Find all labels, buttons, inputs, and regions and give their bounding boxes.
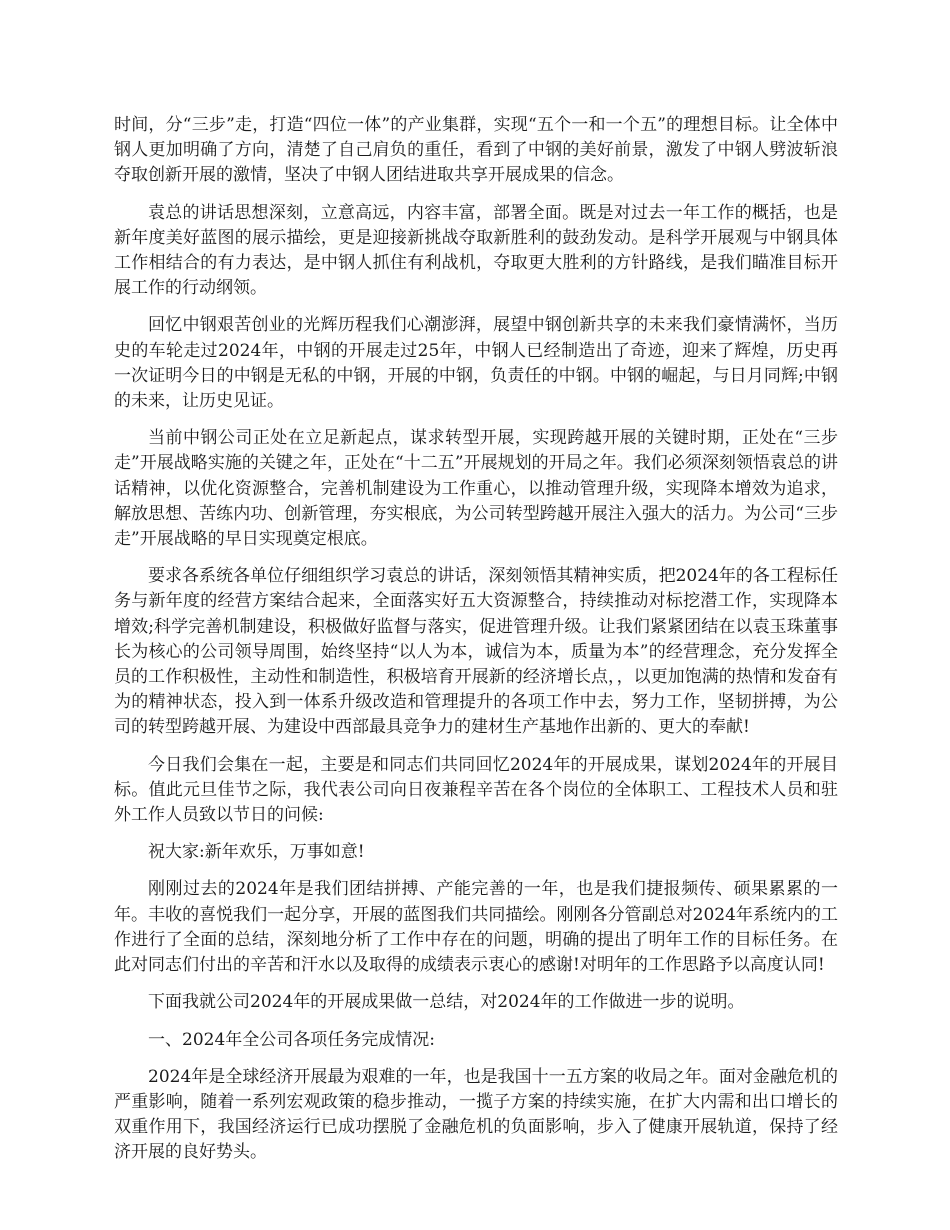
- paragraph: 时间，分“三步”走，打造“四位一体”的产业集群，实现“五个一和一个五”的理想目标。让全体中钢人更加明确了方向，清楚了自己肩负的重任，看到了中钢的美好前景，激发了中钢人劈波斩浪夺取创新开展的激情，坚决了中钢人团结进取共享开展成果的信念。: [114, 115, 838, 186]
- section-heading: 一、2024年全公司各项任务完成情况:: [148, 1029, 435, 1050]
- paragraph: 刚刚过去的2024年是我们团结拼搏、产能完善的一年，也是我们捷报频传、硕果累累的一年。丰收的喜悦我们一起分享，开展的蓝图我们共同描绘。刚刚各分管副总对2024年系统内的工作进行了全面的总结，深刻地分析了工作中存在的问题，明确的提出了明年工作的目标任务。在此对同志们付出的辛苦和汗水以及取得的成绩表示衷心的感谢!对明年的工作思路予以高度认同!: [114, 879, 838, 976]
- paragraph: 今日我们会集在一起，主要是和同志们共同回忆2024年的开展成果，谋划2024年的开展目标。值此元旦佳节之际，我代表公司向日夜兼程辛苦在各个岗位的全体职工、工程技术人员和驻外工作人员致以节日的问候:: [114, 754, 838, 826]
- paragraph: 2024年是全球经济开展最为艰难的一年，也是我国十一五方案的收局之年。面对金融危机的严重影响，随着一系列宏观政策的稳步推动，一揽子方案的持续实施，在扩大内需和出口增长的双重作用下，我国经济运行已成功摆脱了金融危机的负面影响，步入了健康开展轨道，保持了经济开展的良好势头。: [114, 1066, 838, 1163]
- paragraph: 回忆中钢艰苦创业的光辉历程我们心潮澎湃，展望中钢创新共享的未来我们豪情满怀，当历史的车轮走过2024年，中钢的开展走过25年，中钢人已经制造出了奇迹，迎来了辉煌，历史再一次证明今日的中钢是无私的中钢，开展的中钢，负责任的中钢。中钢的崛起，与日月同辉;中钢的未来，让历史见证。: [114, 315, 838, 412]
- paragraph: 要求各系统各单位仔细组织学习袁总的讲话，深刻领悟其精神实质，把2024年的各工程标任务与新年度的经营方案结合起来，全面落实好五大资源整合，持续推动对标挖潜工作，实现降本增效;科学完善机制建设，积极做好监督与落实，促进管理升级。让我们紧紧团结在以袁玉珠董事长为核心的公司领导周围，始终坚持“以人为本，诚信为本，质量为本”的经营理念，充分发挥全员的工作积极性，主动性和制造性，积极培育开展新的经济增长点，，以更加饱满的热情和发奋有为的精神状态，投入到一体系升级改造和管理提升的各项工作中去，努力工作，坚韧拼搏，为公司的转型跨越开展、为建设中西部最具竞争力的建材生产基地作出新的、更大的奉献!: [114, 566, 838, 738]
- document-body: [114, 113, 838, 1178]
- greeting-line: 祝大家:新年欢乐，万事如意!: [148, 842, 365, 863]
- paragraph: 下面我就公司2024年的开展成果做一总结，对2024年的工作做进一步的说明。: [148, 992, 745, 1013]
- paragraph: 袁总的讲话思想深刻，立意高远，内容丰富，部署全面。既是对过去一年工作的概括，也是新年度美好蓝图的展示描绘，更是迎接新挑战夺取新胜利的鼓劲发动。是科学开展观与中钢具体工作相结合的有力表达，是中钢人抓住有利战机，夺取更大胜利的方针路线，是我们瞄准目标开展工作的行动纲领。: [114, 202, 838, 299]
- paragraph: 当前中钢公司正处在立足新起点，谋求转型开展，实现跨越开展的关键时期，正处在“三步走”开展战略实施的关键之年，正处在“十二五”开展规划的开局之年。我们必须深刻领悟袁总的讲话精神，以优化资源整合，完善机制建设为工作重心，以推动管理升级，实现降本增效为追求，解放思想、苦练内功、创新管理，夯实根底，为公司转型跨越开展注入强大的活力。为公司“三步走”开展战略的早日实现奠定根底。: [114, 428, 838, 550]
